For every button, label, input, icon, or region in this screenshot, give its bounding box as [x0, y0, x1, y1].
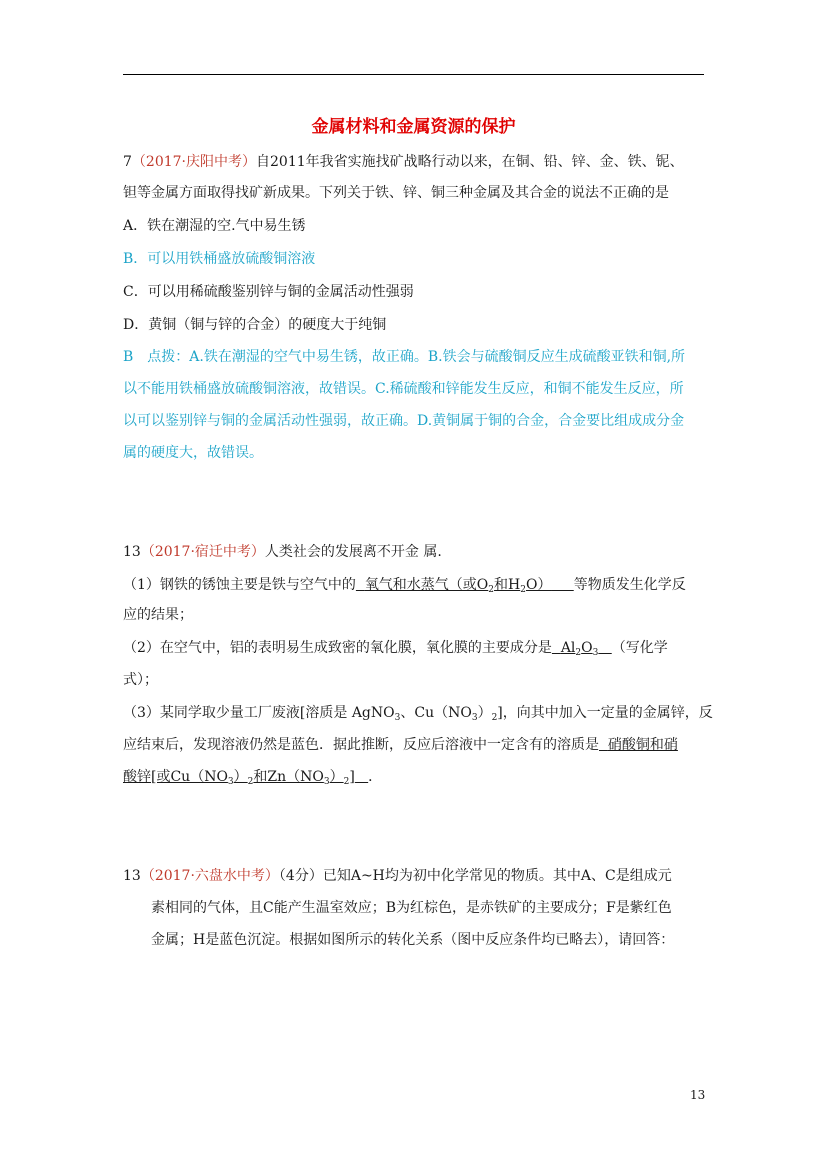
q13a-part3-end: ． — [368, 769, 383, 785]
q7-stem-2: 钽等金属方面取得找矿新成果。下列关于铁、锌、铜三种金属及其合金的说法不正确的是 — [123, 185, 669, 201]
q13a-part1-end: 应的结果； — [123, 607, 193, 623]
q13a-answer-3a-text: 硝酸铜和硝 — [607, 737, 678, 753]
q13b-text-3: 金属；H是蓝色沉淀。根据如图所示的转化关系（图中反应条件均已略去），请回答： — [151, 932, 675, 948]
q7-explanation-1: B 点拨：A.铁在潮湿的空气中易生锈，故正确。B.铁会与硫酸铜反应生成硫酸亚铁和铜,所 — [123, 349, 686, 365]
q7-source: （2017·庆阳中考） — [131, 154, 257, 170]
q13b-source: （2017·六盘水中考） — [140, 868, 279, 884]
q13a-part1-line — [123, 575, 686, 600]
header-rule — [123, 74, 704, 75]
q13b-number: 13 — [123, 868, 141, 884]
q7-stem-1: 自2011年我省实施找矿战略行动以来，在铜、铅、锌、金、铁、铌、 — [256, 154, 684, 170]
q7-option-b: B．可以用铁桶盛放硫酸铜溶液 — [123, 251, 316, 267]
q13a-part2-line — [123, 638, 668, 663]
q7-explanation-4: 属的硬度大，故错误。 — [123, 445, 263, 461]
q13a-part3-line-2 — [123, 735, 678, 755]
q7-number: 7 — [123, 154, 132, 170]
q13a-stem: 人类社会的发展离不开金 属. — [264, 544, 442, 560]
q7-option-c: C．可以用稀硫酸鉴别锌与铜的金属活动性强弱 — [123, 284, 414, 300]
q13a-part3-line-3 — [123, 767, 382, 792]
q7-line-1 — [123, 152, 684, 172]
q13a-part1-tail: 等物质发生化学反 — [573, 577, 686, 593]
q13a-answer-1-text: 氧气和水蒸气（或$O_2$和$H_2O$） — [364, 577, 552, 595]
q7-option-d: D．黄铜（铜与锌的合金）的硬度大于纯铜 — [123, 317, 387, 333]
q7-explanation-2: 以不能用铁桶盛放硫酸铜溶液，故错误。C.稀硫酸和锌能发生反应，和铜不能发生反应，所 — [123, 381, 684, 397]
q13b-text-2: 素相同的气体，且C能产生温室效应；B为红棕色，是赤铁矿的主要成分；F是紫红色 — [151, 900, 672, 916]
q13a-answer-3a — [599, 737, 678, 753]
q13a-number: 13 — [123, 544, 141, 560]
page-title: 金属材料和金属资源的保护 — [311, 117, 516, 137]
q13a-part3-line-1: （3）某同学取少量工厂废液[溶质是 AgNO$_3$、$Cu(NO_3)_2$]，向其中加入一定量的金属锌，反 — [123, 705, 713, 723]
q13a-part1-text: （1）钢铁的锈蚀主要是铁与空气中的 — [123, 577, 356, 593]
q13a-part2-text: （2）在空气中，铝的表明易生成致密的氧化膜，氧化膜的主要成分是 — [123, 640, 552, 656]
q13a-part3-text: 应结束后，发现溶液仍然是蓝色．据此推断，反应后溶液中一定含有的溶质是 — [123, 737, 599, 753]
q13b-line-1 — [123, 866, 672, 886]
q13a-answer-1 — [356, 577, 574, 593]
q7-explanation-3: 以可以鉴别锌与铜的金属活动性强弱，故正确。D.黄铜属于铜的合金，合金要比组成成分金 — [123, 413, 685, 429]
q13a-part2-end: 式）； — [123, 672, 158, 688]
q13b-text-1: （4分）已知A~H均为初中化学常见的物质。其中A、C是组成元 — [278, 868, 672, 884]
page-number: 13 — [690, 1088, 706, 1102]
q7-option-a: A．铁在潮湿的空.气中易生锈 — [123, 218, 306, 234]
q13a-line-1 — [123, 542, 442, 562]
q13a-answer-2 — [552, 640, 612, 656]
q13a-source: （2017·宿迁中考） — [140, 544, 265, 560]
q13a-answer-3b — [123, 769, 368, 785]
q13a-part2-tail: （写化学 — [611, 640, 668, 656]
q13a-answer-3b-text: 酸锌[或$Cu(NO_3)_2$和$Zn(NO_3)_2$] — [123, 769, 355, 787]
q13a-answer-2-text: $Al_2O_3$ — [560, 640, 599, 658]
